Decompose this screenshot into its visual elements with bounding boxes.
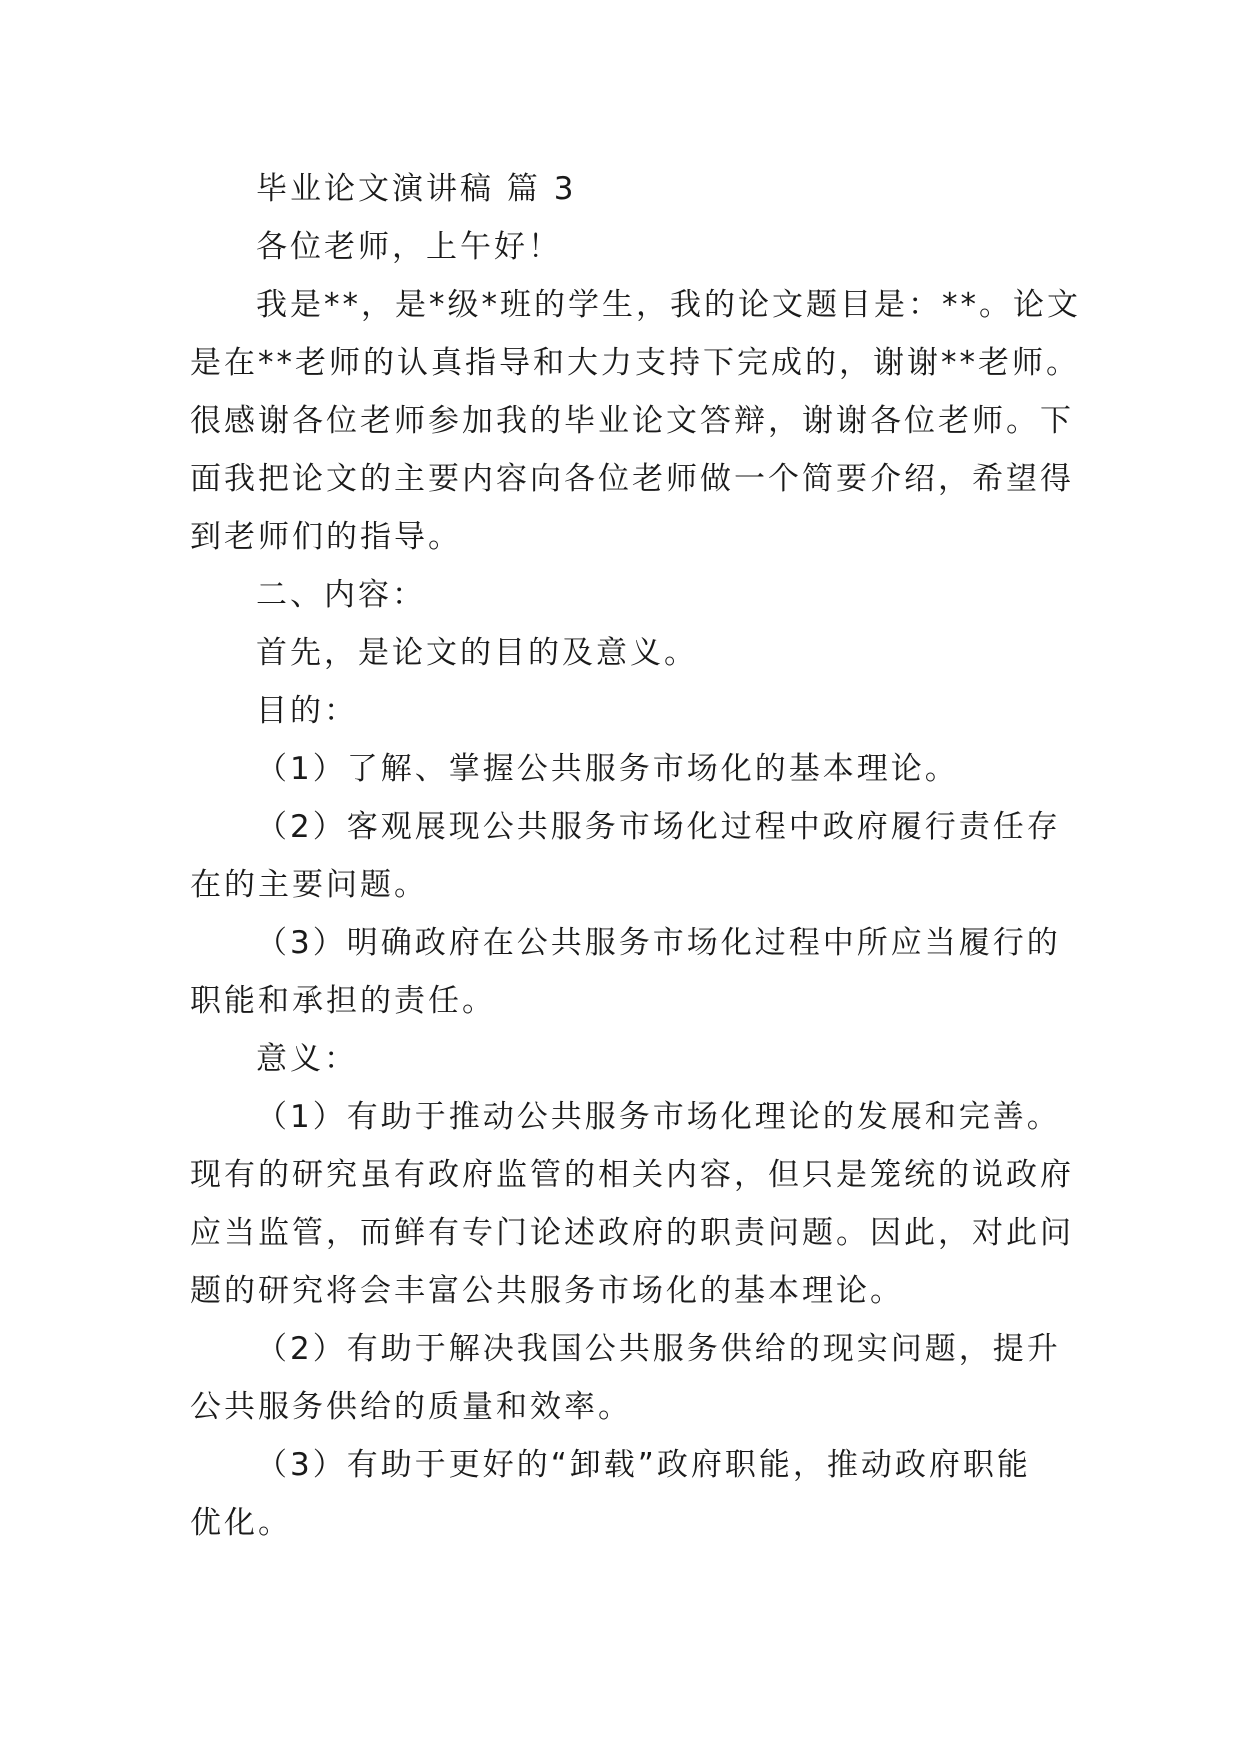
document-title: 毕业论文演讲稿 篇 3 xyxy=(256,171,577,207)
list-item-line: （3）有助于更好的“卸载”政府职能，推动政府职能 xyxy=(256,1447,1031,1483)
list-item-line: 现有的研究虽有政府监管的相关内容，但只是笼统的说政府 xyxy=(190,1157,1074,1193)
list-item-line: （1）了解、掌握公共服务市场化的基本理论。 xyxy=(256,751,959,787)
paragraph-line: 首先，是论文的目的及意义。 xyxy=(256,635,698,671)
list-item-line: （2）客观展现公共服务市场化过程中政府履行责任存 xyxy=(256,809,1061,845)
list-item-line: 公共服务供给的质量和效率。 xyxy=(190,1389,632,1425)
paragraph-line: 面我把论文的主要内容向各位老师做一个简要介绍，希望得 xyxy=(190,461,1074,497)
greeting-line: 各位老师，上午好！ xyxy=(256,229,562,265)
paragraph-line: 是在**老师的认真指导和大力支持下完成的，谢谢**老师。 xyxy=(190,345,1080,381)
paragraph-line: 到老师们的指导。 xyxy=(190,519,462,555)
list-item-line: （2）有助于解决我国公共服务供给的现实问题，提升 xyxy=(256,1331,1061,1367)
paragraph-line: 很感谢各位老师参加我的毕业论文答辩，谢谢各位老师。下 xyxy=(190,403,1074,439)
list-item-line: （3）明确政府在公共服务市场化过程中所应当履行的 xyxy=(256,925,1061,961)
list-item-line: 应当监管，而鲜有专门论述政府的职责问题。因此，对此问 xyxy=(190,1215,1074,1251)
list-item-line: 职能和承担的责任。 xyxy=(190,983,496,1019)
list-item-line: 题的研究将会丰富公共服务市场化的基本理论。 xyxy=(190,1273,904,1309)
document-body xyxy=(190,160,1081,1552)
subsection-heading: 意义： xyxy=(256,1041,358,1077)
paragraph-line: 我是**，是*级*班的学生，我的论文题目是：**。论文 xyxy=(256,287,1081,323)
list-item-line: 在的主要问题。 xyxy=(190,867,428,903)
list-item-line: 优化。 xyxy=(190,1505,292,1541)
list-item-line: （1）有助于推动公共服务市场化理论的发展和完善。 xyxy=(256,1099,1061,1135)
subsection-heading: 目的： xyxy=(256,693,358,729)
section-heading: 二、内容： xyxy=(256,577,426,613)
